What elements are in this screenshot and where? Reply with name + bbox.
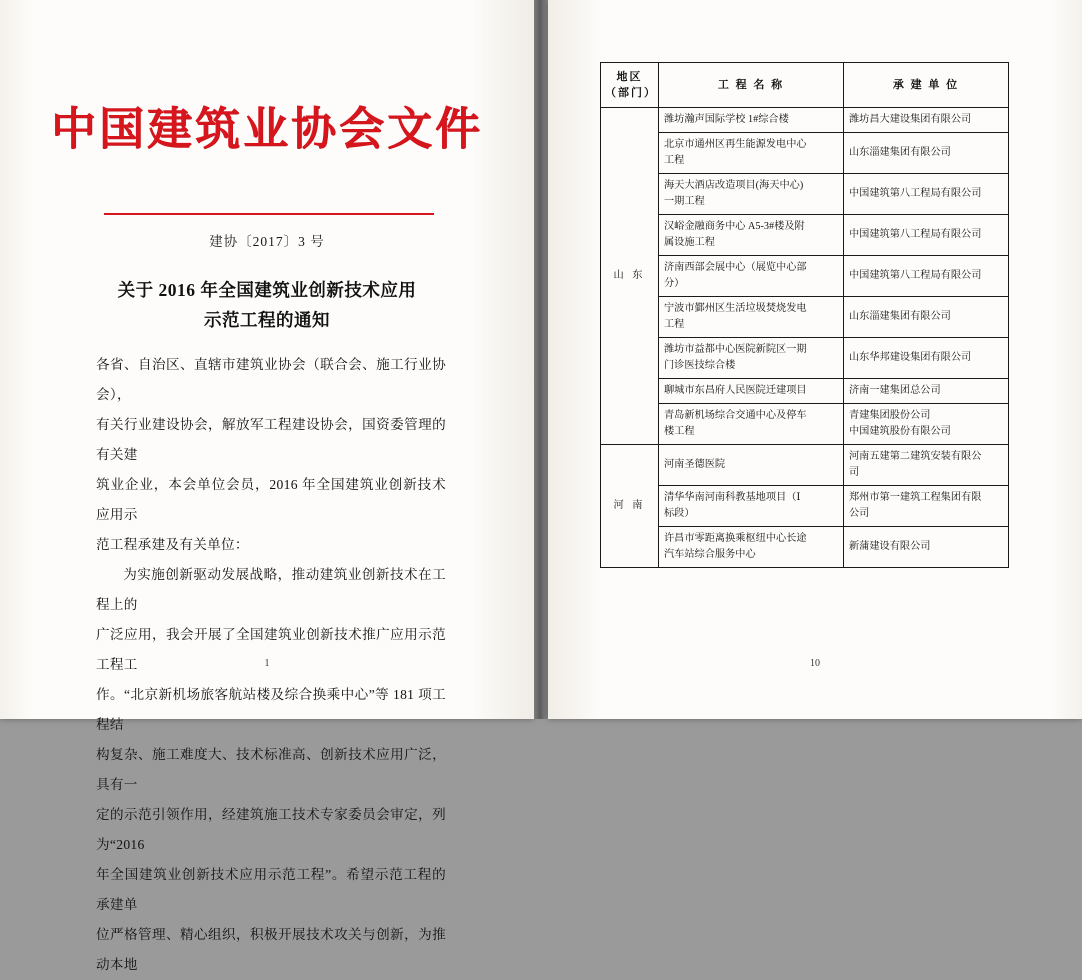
body-line: 为实施创新驱动发展战略，推动建筑业创新技术在工程上的 [96, 567, 446, 612]
table-cell-project [659, 404, 844, 445]
table-cell-project [659, 445, 844, 486]
project-line: 河南圣德医院 [664, 459, 726, 470]
project-table [600, 62, 1009, 568]
project-line: 清华华南河南科教基地项目（Ⅰ [664, 492, 801, 503]
body-line: 有关行业建设协会，解放军工程建设协会，国资委管理的有关建 [96, 417, 446, 462]
table-cell-region: 山 东 [601, 108, 659, 445]
body-line: 定的示范引领作用，经建筑施工技术专家委员会审定，列为“2016 [96, 807, 446, 852]
page-number-left: 1 [264, 658, 270, 669]
table-cell-unit [844, 486, 1009, 527]
page-number-right: 10 [810, 658, 820, 669]
body-line: 年全国建筑业创新技术应用示范工程”。希望示范工程的承建单 [96, 867, 446, 912]
project-line: 楼工程 [664, 426, 695, 437]
project-line: 一期工程 [664, 196, 705, 207]
table-row [601, 215, 1009, 256]
body-line: 构复杂、施工难度大、技术标准高、创新技术应用广泛，具有一 [96, 747, 446, 792]
unit-line: 新蒲建设有限公司 [849, 541, 931, 552]
table-body [601, 108, 1009, 568]
table-cell-unit [844, 379, 1009, 404]
table-cell-project [659, 527, 844, 568]
project-line: 标段） [664, 508, 695, 519]
table-cell-project [659, 256, 844, 297]
table-row [601, 404, 1009, 445]
table-cell-project [659, 486, 844, 527]
project-line: 潍坊瀚声国际学校 1#综合楼 [664, 114, 789, 125]
document-page-left [0, 0, 534, 972]
table-cell-unit [844, 174, 1009, 215]
document-title-line2: 示范工程的通知 [204, 310, 330, 330]
unit-line: 山东华邦建设集团有限公司 [849, 352, 972, 363]
table-cell-project [659, 297, 844, 338]
table-cell-unit [844, 297, 1009, 338]
body-line: 筑业企业，本会单位会员，2016 年全国建筑业创新技术应用示 [96, 477, 446, 522]
table-header-region: 地区（部门） [601, 63, 659, 108]
table-header-unit: 承 建 单 位 [844, 63, 1009, 108]
document-title-line1: 关于 2016 年全国建筑业创新技术应用 [117, 280, 417, 300]
document-title [70, 275, 464, 335]
project-line: 门诊医技综合楼 [664, 360, 736, 371]
project-line: 分） [664, 278, 685, 289]
project-line: 许昌市零距离换乘枢纽中心长途 [664, 533, 807, 544]
unit-line: 公司 [849, 508, 870, 519]
project-line: 潍坊市益都中心医院新院区一期 [664, 344, 807, 355]
project-line: 工程 [664, 319, 685, 330]
table-row [601, 256, 1009, 297]
table-row [601, 108, 1009, 133]
table-cell-project [659, 108, 844, 133]
project-line: 汉峪金融商务中心 A5-3#楼及附 [664, 221, 805, 232]
project-line: 聊城市东昌府人民医院迁建项目 [664, 385, 807, 396]
unit-line: 中国建筑第八工程局有限公司 [849, 229, 982, 240]
table-cell-region: 河 南 [601, 445, 659, 568]
unit-line: 潍坊昌大建设集团有限公司 [849, 114, 972, 125]
book-gutter [534, 0, 548, 719]
table-cell-project [659, 215, 844, 256]
table-cell-unit [844, 404, 1009, 445]
unit-line: 郑州市第一建筑工程集团有限 [849, 492, 982, 503]
project-table-wrapper [600, 62, 1008, 568]
body-line: 作。“北京新机场旅客航站楼及综合换乘中心”等 181 项工程结 [96, 687, 446, 732]
table-cell-project [659, 133, 844, 174]
table-cell-project [659, 379, 844, 404]
unit-line: 青建集团股份公司 [849, 410, 931, 421]
table-header-project: 工 程 名 称 [659, 63, 844, 108]
body-line: 位严格管理、精心组织，积极开展技术攻关与创新，为推动本地 [96, 927, 446, 972]
unit-line: 司 [849, 467, 860, 478]
table-cell-project [659, 174, 844, 215]
table-row [601, 338, 1009, 379]
table-cell-unit [844, 338, 1009, 379]
project-line: 宁波市鄞州区生活垃圾焚烧发电 [664, 303, 807, 314]
unit-line: 济南一建集团总公司 [849, 385, 941, 396]
table-cell-unit [844, 108, 1009, 133]
table-row [601, 297, 1009, 338]
unit-line: 中国建筑第八工程局有限公司 [849, 270, 982, 281]
masthead-red-rule [104, 213, 434, 215]
unit-line: 河南五建第二建筑安装有限公 [849, 451, 982, 462]
project-line: 汽车站综合服务中心 [664, 549, 756, 560]
table-row [601, 133, 1009, 174]
project-line: 济南西部会展中心（展览中心部 [664, 262, 807, 273]
table-row [601, 527, 1009, 568]
table-row [601, 445, 1009, 486]
body-line: 范工程承建及有关单位： [96, 537, 249, 552]
masthead-title: 中国建筑业协会文件 [50, 104, 483, 154]
table-cell-unit [844, 133, 1009, 174]
table-cell-unit [844, 215, 1009, 256]
document-page-right [548, 0, 1082, 719]
table-cell-project [659, 338, 844, 379]
project-line: 工程 [664, 155, 685, 166]
project-line: 青岛新机场综合交通中心及停车 [664, 410, 807, 421]
table-cell-unit [844, 256, 1009, 297]
document-number: 建协〔2017〕3 号 [209, 234, 325, 249]
table-row [601, 379, 1009, 404]
unit-line: 山东淄建集团有限公司 [849, 147, 951, 158]
unit-line: 山东淄建集团有限公司 [849, 311, 951, 322]
unit-line: 中国建筑第八工程局有限公司 [849, 188, 982, 199]
unit-line: 中国建筑股份有限公司 [849, 426, 951, 437]
table-header-row [601, 63, 1009, 108]
project-line: 北京市通州区再生能源发电中心 [664, 139, 807, 150]
body-line: 广泛应用，我会开展了全国建筑业创新技术推广应用示范工程工 [96, 627, 446, 672]
table-cell-unit [844, 527, 1009, 568]
body-line: 各省、自治区、直辖市建筑业协会（联合会、施工行业协会）， [96, 357, 446, 402]
table-row [601, 486, 1009, 527]
project-line: 属设施工程 [664, 237, 715, 248]
project-line: 海天大酒店改造项目(海天中心) [664, 180, 804, 191]
table-cell-unit [844, 445, 1009, 486]
table-row [601, 174, 1009, 215]
